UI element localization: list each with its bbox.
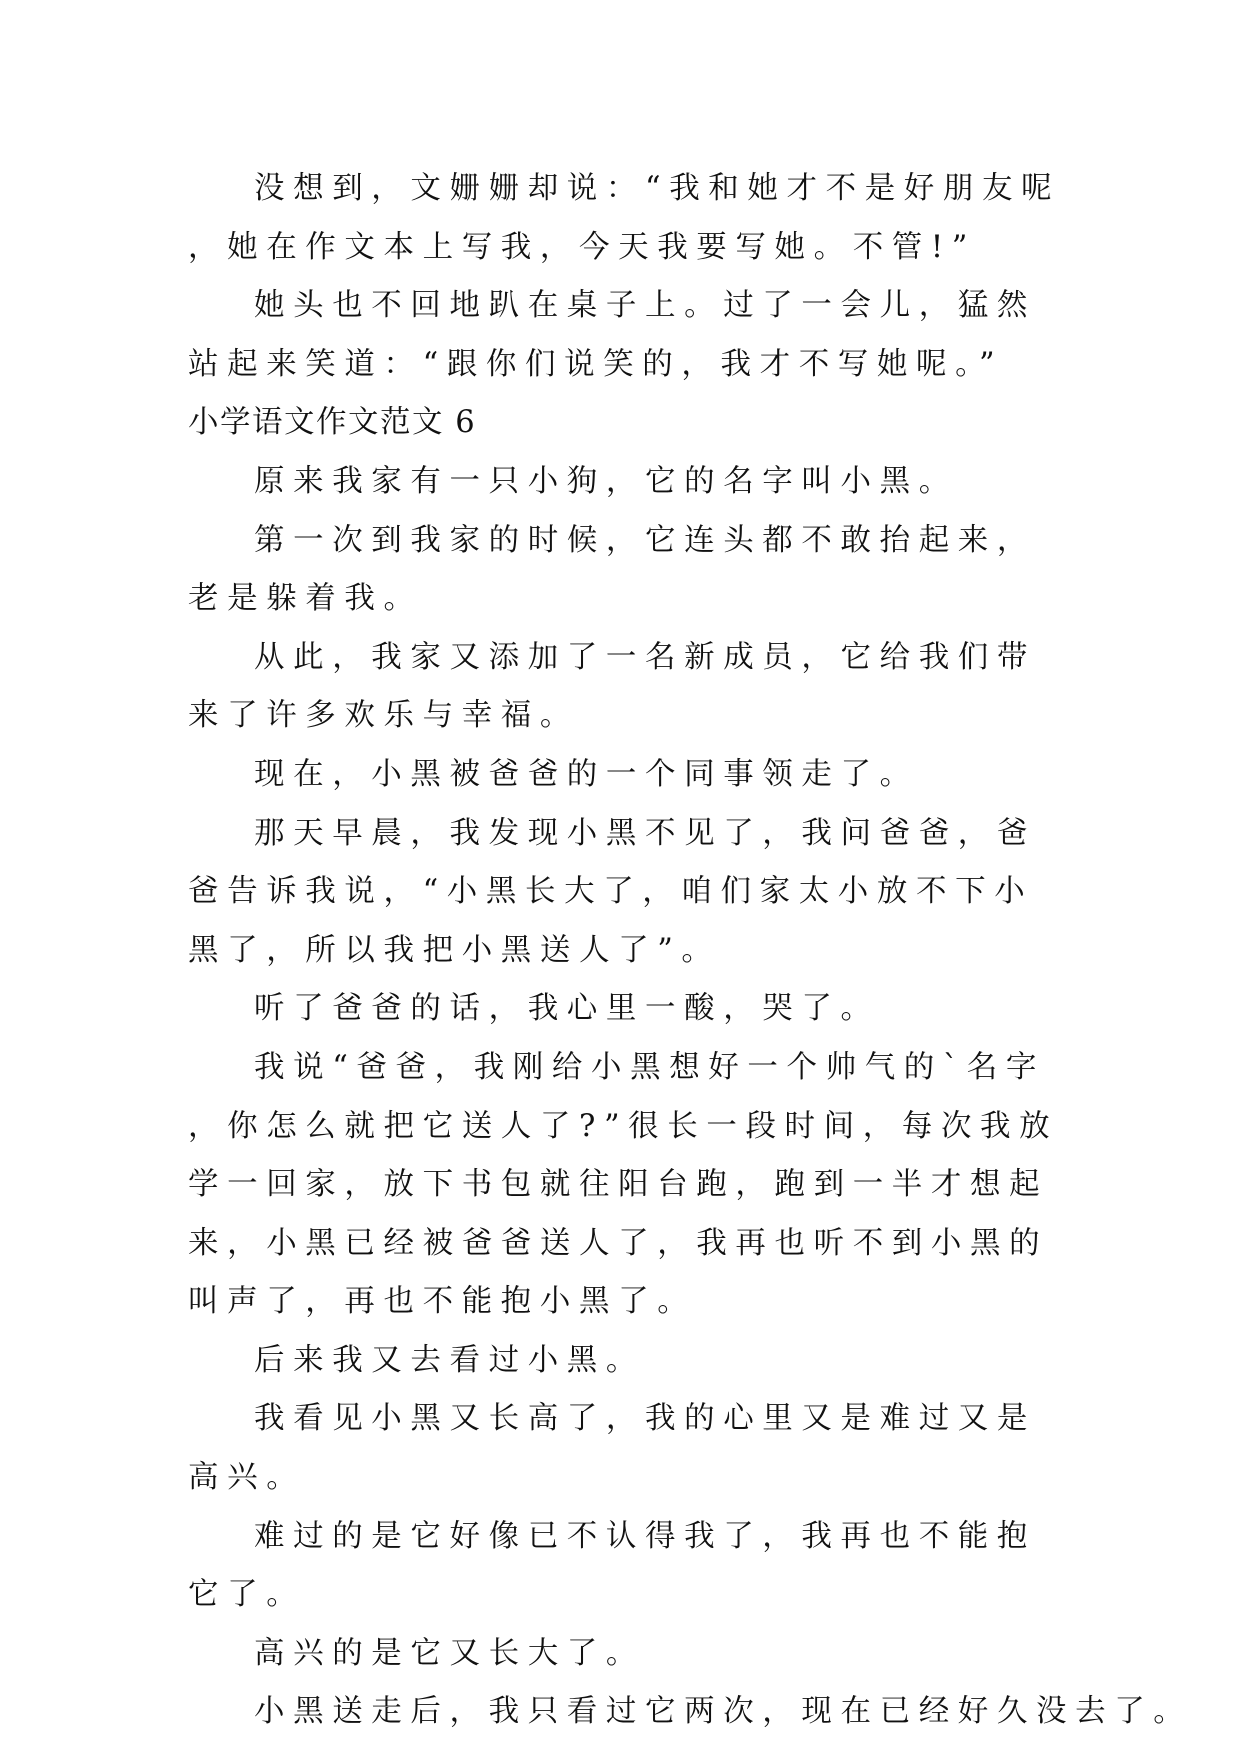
- paragraph: 第一次到我家的时候，它连头都不敢抬起来，老是躲着我。: [188, 522, 1036, 617]
- paragraph: 后来我又去看过小黑。: [254, 1342, 645, 1378]
- paragraph: 从此，我家又添加了一名新成员，它给我们带来了许多欢乐与幸福。: [188, 639, 1036, 734]
- section-title: 小学语文作文范文 6: [188, 405, 477, 441]
- paragraph: 我看见小黑又长高了，我的心里又是难过又是高兴。: [188, 1401, 1036, 1496]
- paragraph: 高兴的是它又长大了。: [254, 1635, 645, 1671]
- paragraph: 那天早晨，我发现小黑不见了，我问爸爸，爸爸告诉我说，“小黑长大了，咱们家太小放不下小黑了，所以我把小黑送人了”。: [188, 815, 1036, 968]
- paragraph: 她头也不回地趴在桌子上。过了一会儿，猛然站起来笑道：“跟你们说笑的，我才不写她呢。”: [188, 288, 1036, 382]
- paragraph: 原来我家有一只小狗，它的名字叫小黑。: [254, 463, 958, 499]
- paragraph: 听了爸爸的话，我心里一酸，哭了。: [254, 991, 880, 1027]
- paragraph: 难过的是它好像已不认得我了，我再也不能抱它了。: [188, 1518, 1036, 1613]
- paragraph: 我说“爸爸，我刚给小黑想好一个帅气的`名字，你怎么就把它送人了?”很长一段时间，每次我放学一回家，放下书包就往阳台跑，跑到一半才想起来，小黑已经被爸爸送人了，我再也听不到小黑的叫声了，再也不能抱小黑了。: [188, 1049, 1059, 1320]
- document-body: [188, 160, 1193, 1742]
- paragraph: 没想到，文姗姗却说：“我和她才不是好朋友呢，她在作文本上写我，今天我要写她。不管!”: [188, 171, 1061, 265]
- paragraph: 现在，小黑被爸爸的一个同事领走了。: [254, 756, 919, 792]
- paragraph: 小黑送走后，我只看过它两次，现在已经好久没去了。: [254, 1694, 1193, 1730]
